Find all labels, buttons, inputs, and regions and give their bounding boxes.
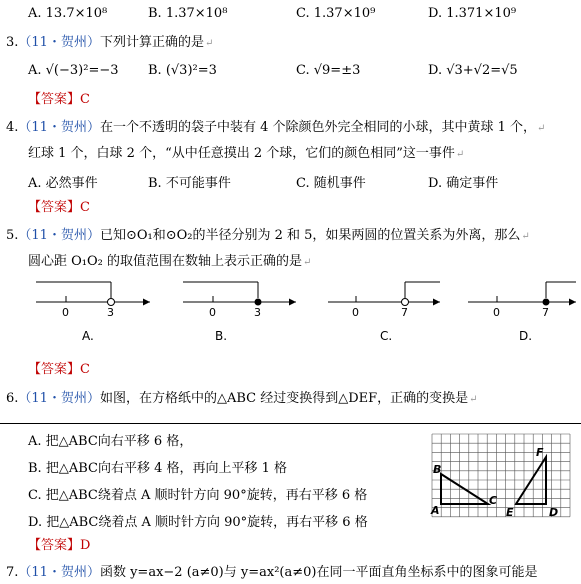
numberline-a-point: 3 bbox=[107, 306, 114, 319]
q5-stem-line2: 圆心距 O₁O₂ 的取值范围在数轴上表示正确的是↵ bbox=[28, 254, 312, 269]
q4-option-b: B. 不可能事件 bbox=[148, 176, 231, 191]
q3-answer-value: C bbox=[80, 92, 90, 107]
q6-option-b: B. 把△ABC向右平移 4 格，再向上平移 1 格 bbox=[28, 461, 288, 476]
q7-stem-text: 函数 y=ax−2 (a≠0)与 y=ax²(a≠0)在同一平面直角坐标系中的图象可能是 bbox=[99, 565, 538, 580]
q2-option-c: C. 1.37×10⁹ bbox=[296, 6, 376, 21]
q6-stem: 6.（11・贺州）如图，在方格纸中的△ABC 经过变换得到△DEF，正确的变换是↵ bbox=[6, 391, 478, 406]
open-point bbox=[402, 299, 409, 306]
q6-source: （11・贺州） bbox=[18, 391, 100, 406]
q4-option-c: C. 随机事件 bbox=[296, 176, 366, 191]
numberline-d-label: D. bbox=[519, 329, 533, 343]
q6-option-a: A. 把△ABC向右平移 6 格， bbox=[28, 434, 193, 449]
q6-option-c: C. 把△ABC绕着点 A 顺时针方向 90°旋转，再右平移 6 格 bbox=[28, 488, 368, 503]
q4-option-d: D. 确定事件 bbox=[428, 176, 499, 191]
open-point bbox=[108, 299, 115, 306]
q4-answer-value: C bbox=[80, 200, 90, 215]
q4-answer bbox=[28, 200, 90, 216]
q5-source: （11・贺州） bbox=[18, 228, 100, 243]
q4-source: （11・贺州） bbox=[18, 120, 100, 135]
q5-answer-label: 【答案】 bbox=[28, 362, 81, 377]
numberline-a bbox=[36, 282, 150, 343]
q5-numberlines-figure bbox=[0, 274, 581, 352]
q6-answer-label: 【答案】 bbox=[28, 538, 81, 553]
numberline-c bbox=[328, 282, 440, 343]
q3-source: （11・贺州） bbox=[18, 35, 100, 50]
label-c: C bbox=[489, 494, 498, 507]
triangle-def bbox=[516, 457, 546, 504]
numberline-b bbox=[183, 282, 296, 343]
q3-stem: 3.（11・贺州）下列计算正确的是↵ bbox=[6, 35, 214, 50]
q4-stem-line1: 4.（11・贺州）在一个不透明的袋子中装有 4 个除颜色外完全相同的小球，其中黄球 1 个，↵ bbox=[6, 120, 546, 135]
numberline-c-zero: 0 bbox=[352, 306, 359, 319]
label-a: A bbox=[431, 504, 440, 517]
q3-answer bbox=[28, 92, 90, 108]
label-b: B bbox=[433, 463, 442, 476]
q6-answer bbox=[28, 538, 90, 554]
q6-answer-value: D bbox=[80, 538, 91, 553]
q3-answer-label: 【答案】 bbox=[28, 92, 81, 107]
label-d: D bbox=[549, 506, 559, 519]
q4-stem-text2: 红球 1 个，白球 2 个，“从中任意摸出 2 个球，它们的颜色相同”这一事件 bbox=[28, 146, 455, 161]
numberline-a-label: A. bbox=[82, 329, 94, 343]
q4-option-a: A. 必然事件 bbox=[28, 176, 98, 191]
q6-stem-text: 如图，在方格纸中的△ABC 经过变换得到△DEF，正确的变换是 bbox=[99, 391, 469, 406]
q5-answer bbox=[28, 362, 90, 378]
q4-stem-text1: 在一个不透明的袋子中装有 4 个除颜色外完全相同的小球，其中黄球 1 个， bbox=[99, 120, 537, 135]
q3-stem-text: 下列计算正确的是 bbox=[99, 35, 204, 50]
q5-stem-line1: 5.（11・贺州）已知⊙O₁和⊙O₂的半径分别为 2 和 5，如果两圆的位置关系为外离，那么↵ bbox=[6, 228, 530, 243]
numberline-a-zero: 0 bbox=[62, 306, 69, 319]
q5-stem-text2: 圆心距 O₁O₂ 的取值范围在数轴上表示正确的是 bbox=[28, 254, 303, 269]
numberline-d bbox=[468, 282, 576, 343]
q2-option-b: B. 1.37×10⁸ bbox=[148, 6, 228, 21]
q4-answer-label: 【答案】 bbox=[28, 200, 81, 215]
q2-option-d: D. 1.371×10⁹ bbox=[428, 6, 517, 21]
q2-option-a: A. 13.7×10⁸ bbox=[28, 6, 108, 21]
q7-number: 7. bbox=[6, 565, 19, 580]
q3-option-d: D. √3+√2=√5 bbox=[428, 63, 518, 78]
q5-answer-value: C bbox=[80, 362, 90, 377]
q3-number: 3. bbox=[6, 35, 19, 50]
numberline-b-point: 3 bbox=[254, 306, 261, 319]
q5-number: 5. bbox=[6, 228, 19, 243]
q7-source: （11・贺州） bbox=[18, 565, 100, 580]
numberline-d-point: 7 bbox=[542, 306, 549, 319]
numberline-b-zero: 0 bbox=[209, 306, 216, 319]
q6-option-d: D. 把△ABC绕着点 A 顺时针方向 90°旋转，再右平移 6 格 bbox=[28, 515, 368, 530]
q4-number: 4. bbox=[6, 120, 19, 135]
q7-stem bbox=[6, 565, 537, 581]
q6-number: 6. bbox=[6, 391, 19, 406]
label-e: E bbox=[506, 506, 514, 519]
q3-option-b: B. (√3)²=3 bbox=[148, 63, 217, 78]
q6-grid-figure bbox=[428, 430, 578, 522]
page-divider bbox=[0, 423, 581, 424]
q5-stem-text1: 已知⊙O₁和⊙O₂的半径分别为 2 和 5，如果两圆的位置关系为外离，那么 bbox=[99, 228, 521, 243]
numberline-d-zero: 0 bbox=[493, 306, 500, 319]
label-f: F bbox=[536, 446, 544, 459]
closed-point bbox=[255, 299, 262, 306]
q3-option-a: A. √(−3)²=−3 bbox=[28, 63, 119, 78]
q3-option-c: C. √9=±3 bbox=[296, 63, 361, 78]
numberline-c-point: 7 bbox=[401, 306, 408, 319]
numberline-b-label: B. bbox=[215, 329, 228, 343]
q4-stem-line2: 红球 1 个，白球 2 个，“从中任意摸出 2 个球，它们的颜色相同”这一事件↵ bbox=[28, 146, 465, 161]
closed-point bbox=[543, 299, 550, 306]
numberline-c-label: C. bbox=[380, 329, 393, 343]
